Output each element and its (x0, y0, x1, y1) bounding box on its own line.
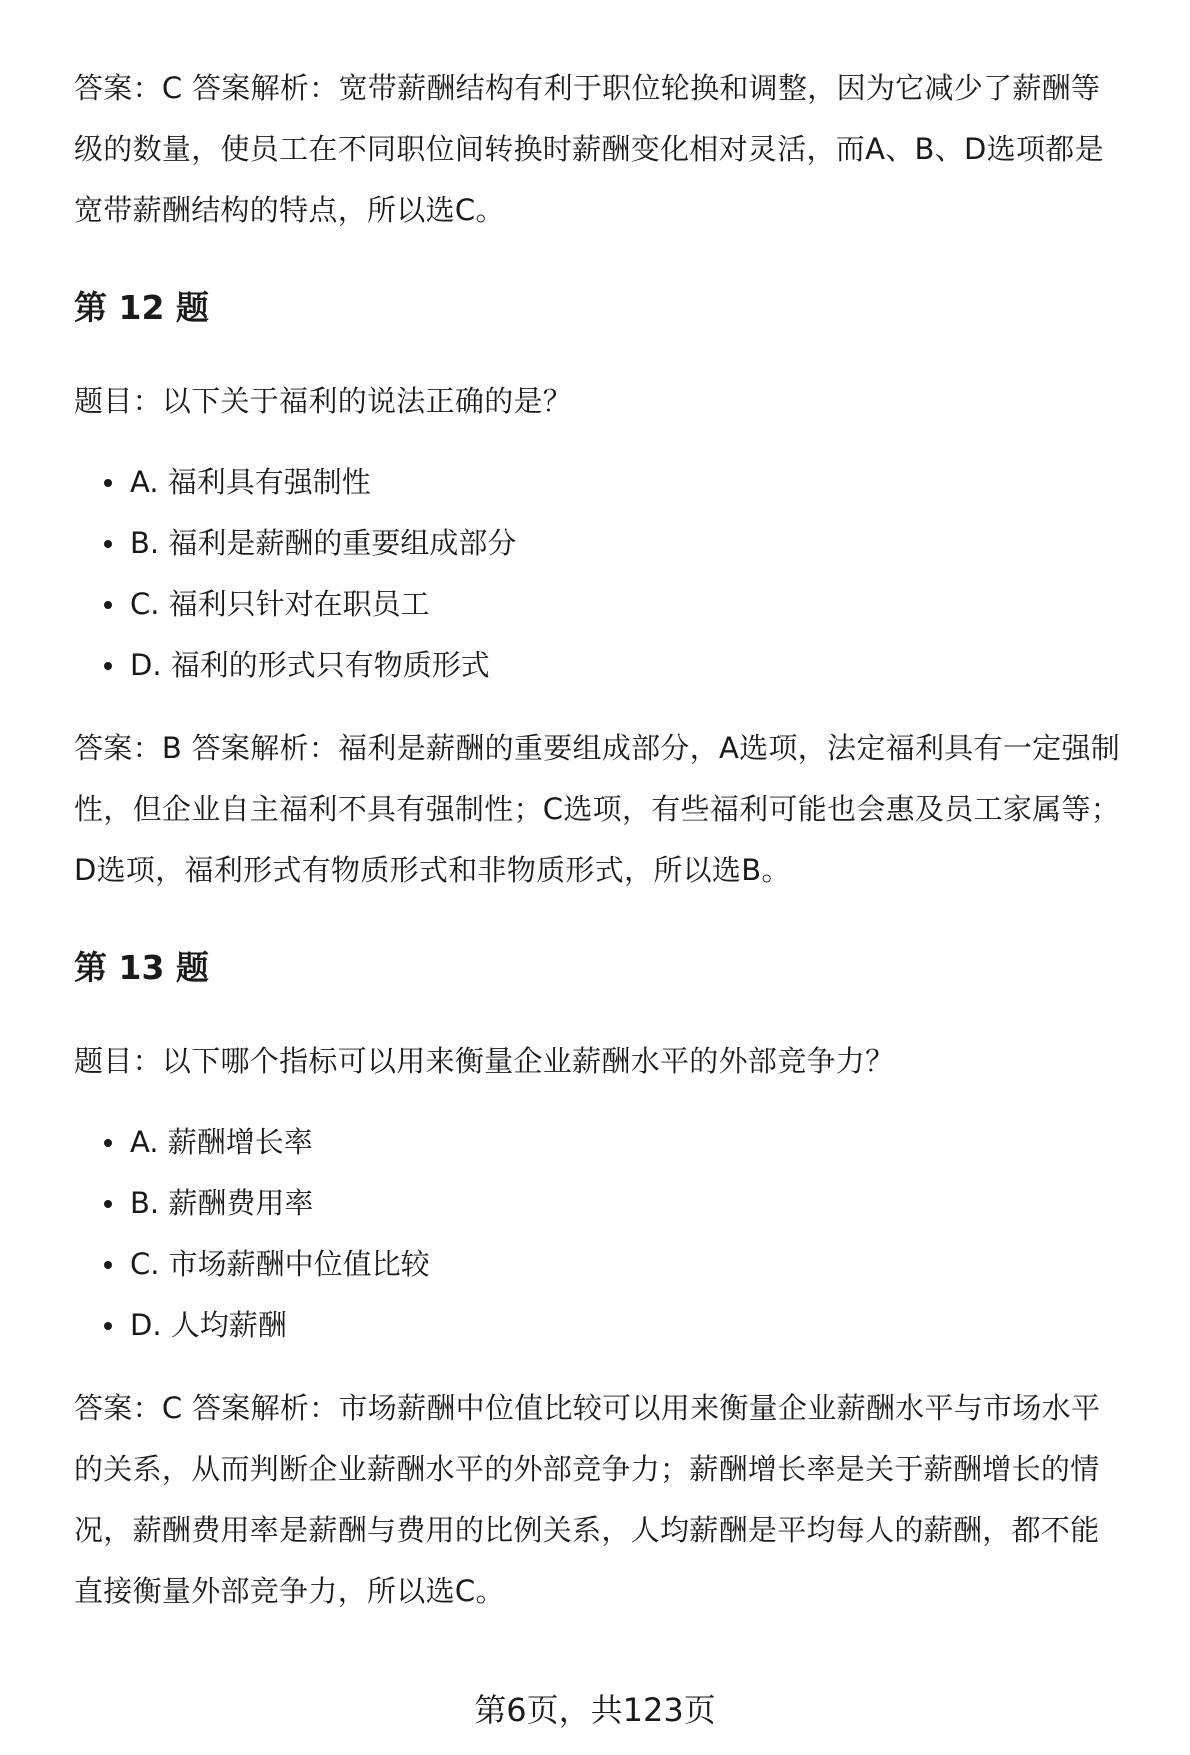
option-text: A. 福利具有强制性 (130, 465, 371, 499)
question-13-answer: 答案：C 答案解析：市场薪酬中位值比较可以用来衡量企业薪酬水平与市场水平的关系，从而判断企业薪酬水平的外部竞争力；薪酬增长率是关于薪酬增长的情况，薪酬费用率是薪酬与费用的比例关系，人均薪酬是平均每人的薪酬，都不能直接衡量外部竞争力，所以选C。 (74, 1391, 1101, 1608)
question-13-heading: 第 13 题 (74, 948, 209, 987)
bullet-icon (104, 1139, 112, 1147)
option-text: C. 福利只针对在职员工 (130, 587, 430, 621)
option-item (74, 574, 1124, 635)
option-text: A. 薪酬增长率 (130, 1125, 313, 1159)
option-item (74, 1173, 1124, 1234)
option-text: D. 人均薪酬 (130, 1308, 287, 1342)
option-text: B. 薪酬费用率 (130, 1186, 314, 1220)
page-footer: 第6页，共123页 (474, 1691, 716, 1729)
option-item (74, 452, 1124, 513)
option-text: B. 福利是薪酬的重要组成部分 (130, 526, 517, 560)
question-12-answer: 答案：B 答案解析：福利是薪酬的重要组成部分，A选项，法定福利具有一定强制性，但企业自主福利不具有强制性；C选项，有些福利可能也会惠及员工家属等；D选项，福利形式有物质形式和非物质形式，所以选B。 (74, 731, 1121, 887)
question-12-text: 题目：以下关于福利的说法正确的是？ (74, 384, 573, 418)
document-body (74, 58, 1124, 1622)
option-text: D. 福利的形式只有物质形式 (130, 648, 490, 682)
question-13-text: 题目：以下哪个指标可以用来衡量企业薪酬水平的外部竞争力？ (74, 1044, 895, 1078)
bullet-icon (104, 1261, 112, 1269)
option-item (74, 1234, 1124, 1295)
option-item (74, 513, 1124, 574)
bullet-icon (104, 601, 112, 609)
question-13-options (74, 1112, 1124, 1356)
previous-answer: 答案：C 答案解析：宽带薪酬结构有利于职位轮换和调整，因为它减少了薪酬等级的数量，使员工在不同职位间转换时薪酬变化相对灵活，而A、B、D选项都是宽带薪酬结构的特点，所以选C。 (74, 71, 1104, 227)
bullet-icon (104, 662, 112, 670)
bullet-icon (104, 540, 112, 548)
bullet-icon (104, 1200, 112, 1208)
bullet-icon (104, 479, 112, 487)
option-item (74, 1112, 1124, 1173)
option-text: C. 市场薪酬中位值比较 (130, 1247, 430, 1281)
option-item (74, 635, 1124, 696)
question-12-options (74, 452, 1124, 696)
question-12-heading: 第 12 题 (74, 288, 209, 327)
bullet-icon (104, 1322, 112, 1330)
option-item (74, 1295, 1124, 1356)
